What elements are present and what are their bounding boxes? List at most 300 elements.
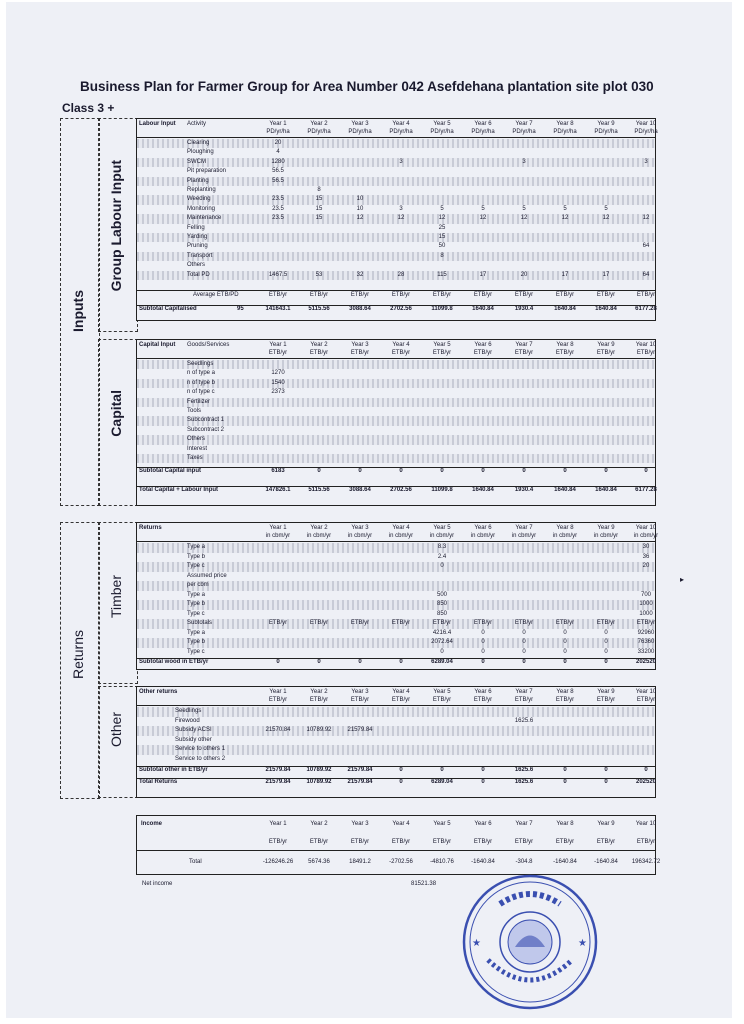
row-value: 115 xyxy=(437,271,447,278)
row-value: 2072.64 xyxy=(431,639,453,645)
unit-header: ETB/yr xyxy=(596,839,616,845)
table-row xyxy=(137,629,655,639)
table-row xyxy=(137,445,655,454)
row-label: Subcontract 1 xyxy=(187,417,225,424)
row-label: Type a xyxy=(187,544,206,550)
unit-header: ETB/yr xyxy=(268,839,288,845)
table-row xyxy=(137,242,655,251)
row-value: 5 xyxy=(522,205,526,212)
total-returns-row-value: 21579.84 xyxy=(265,779,291,785)
row-divider xyxy=(137,778,655,779)
row-label: Clearing xyxy=(187,140,210,146)
year-header: Year 4 xyxy=(392,121,410,127)
row-label: Type c xyxy=(187,610,205,617)
row-value: 500 xyxy=(436,591,447,598)
other-subtotal-row-value: 0 xyxy=(399,767,403,773)
row-value: 850 xyxy=(436,601,447,607)
unit-header: ETB/yr xyxy=(636,350,656,356)
row-value: 56.5 xyxy=(272,177,284,184)
year-header: Year 9 xyxy=(597,689,615,695)
capital-total-row xyxy=(137,486,655,496)
year-header: Year 3 xyxy=(351,821,369,827)
row-label: Subsidy other xyxy=(175,736,212,743)
row-value: 12 xyxy=(561,215,569,222)
income-total-value: 18491.2 xyxy=(349,859,371,865)
unit-header: ETB/yr xyxy=(309,350,329,356)
row-value: 0 xyxy=(481,648,485,655)
year-header: Year 10 xyxy=(635,342,657,348)
year-header: Year 9 xyxy=(597,121,615,127)
row-value: 15 xyxy=(315,215,323,222)
row-label: Type a xyxy=(187,591,206,598)
year-header: Year 6 xyxy=(474,689,492,695)
row-value: 21570.84 xyxy=(265,727,291,733)
capital-subtotal-row-label: Subtotal Capital input xyxy=(139,468,201,474)
row-label: Transport xyxy=(187,252,213,259)
timber-subtotal-row-value: 0 xyxy=(399,659,403,665)
row-value: 76360 xyxy=(637,639,655,645)
row-value: 0 xyxy=(440,563,444,569)
table-row xyxy=(137,233,655,242)
other-subtotal-row-value: 10789.92 xyxy=(306,767,332,773)
unit-header: PD/yr/ha xyxy=(553,129,577,135)
etb-unit: ETB/yr xyxy=(432,292,452,298)
row-value: 36 xyxy=(642,553,650,560)
row-value: 5 xyxy=(481,205,485,212)
year-header: Year 9 xyxy=(597,821,615,827)
row-value: 12 xyxy=(602,215,610,222)
row-value: 1000 xyxy=(639,601,653,607)
capital-subtotal-row-value: 0 xyxy=(317,468,321,474)
row-label: Interest xyxy=(187,445,208,452)
header-divider xyxy=(137,358,655,359)
table-row xyxy=(137,435,655,444)
row-label: Total PD xyxy=(187,271,210,278)
capital-total-row-value: 3088.64 xyxy=(349,487,371,493)
row-value: 15 xyxy=(438,234,446,240)
unit-header: ETB/yr xyxy=(309,839,329,845)
row-value: 23.5 xyxy=(272,205,284,212)
table-row xyxy=(137,717,655,727)
row-value: 15 xyxy=(315,196,323,203)
row-value: 4216.4 xyxy=(432,629,452,636)
unit-header: ETB/yr xyxy=(596,350,616,356)
year-header: Year 4 xyxy=(392,342,410,348)
capital-subtotal-row-value: 0 xyxy=(358,468,362,474)
table-row xyxy=(137,638,655,648)
row-label: Ploughing xyxy=(187,149,214,156)
labour-subtotal-row-label: Subtotal Capitalised xyxy=(139,306,197,312)
other-subtotal-row-value: 0 xyxy=(440,767,444,773)
net-income-label: Net income xyxy=(142,881,173,887)
row-value: 12 xyxy=(479,215,487,222)
table-row xyxy=(137,369,655,378)
table-row xyxy=(137,572,655,582)
average-etb-label: Average ETB/PD xyxy=(193,292,239,298)
table-row xyxy=(137,398,655,407)
unit-header: in cbm/yr xyxy=(429,533,455,539)
row-value: 700 xyxy=(640,591,651,598)
row-value: 3 xyxy=(399,158,403,165)
row-value: ETB/yr xyxy=(350,620,370,626)
year-header: Year 4 xyxy=(392,525,410,531)
unit-header: ETB/yr xyxy=(350,839,370,845)
income-total-value: -4810.76 xyxy=(430,859,454,865)
year-header: Year 7 xyxy=(515,121,533,127)
unit-header: in cbm/yr xyxy=(388,533,414,539)
year-header: Year 7 xyxy=(515,342,533,348)
unit-header: ETB/yr xyxy=(514,697,534,703)
year-header: Year 7 xyxy=(515,525,533,531)
row-value: 0 xyxy=(604,648,608,655)
capital-subtotal-row-value: 0 xyxy=(522,468,526,474)
table-row xyxy=(137,745,655,755)
row-value: 20 xyxy=(520,271,528,278)
etb-unit: ETB/yr xyxy=(596,292,616,298)
row-label: Fertilizer xyxy=(187,398,211,405)
table-row xyxy=(137,543,655,553)
unit-header: ETB/yr xyxy=(391,839,411,845)
total-returns-row-value: 0 xyxy=(563,779,567,785)
timber-subtotal-row-value: 0 xyxy=(522,659,526,665)
unit-header: in cbm/yr xyxy=(593,533,619,539)
row-value: 32 xyxy=(356,271,364,278)
row-value: 12 xyxy=(642,215,650,222)
year-header: Year 8 xyxy=(556,821,574,827)
unit-header: ETB/yr xyxy=(636,839,656,845)
row-label: n of type c xyxy=(187,389,215,396)
row-value: 12 xyxy=(520,215,528,222)
year-header: Year 2 xyxy=(310,689,328,695)
income-total-value: 196342.72 xyxy=(631,859,661,865)
row-value: 5 xyxy=(440,205,444,212)
table-row xyxy=(137,388,655,397)
etb-unit: ETB/yr xyxy=(555,292,575,298)
unit-header: in cbm/yr xyxy=(347,533,373,539)
row-value: 53 xyxy=(315,271,323,278)
table-row xyxy=(137,261,655,270)
labour-subtotal-row-value: 3088.64 xyxy=(349,306,371,312)
unit-header: ETB/yr xyxy=(432,839,452,845)
capital-subtotal-row-value: 0 xyxy=(399,468,403,474)
year-header: Year 6 xyxy=(474,121,492,127)
unit-header: PD/yr/ha xyxy=(430,129,454,135)
unit-header: ETB/yr xyxy=(432,697,452,703)
row-label: Others xyxy=(187,436,206,443)
unit-header: PD/yr/ha xyxy=(348,129,372,135)
row-label: Type a xyxy=(187,629,206,636)
row-value: 0 xyxy=(440,648,444,655)
year-header: Year 10 xyxy=(635,689,657,695)
row-label: Assumed price xyxy=(187,572,227,579)
column-header-label: Goods/Services xyxy=(187,342,230,348)
row-value: 1270 xyxy=(271,370,285,377)
row-label: Subcontract 2 xyxy=(187,426,225,433)
year-header: Year 9 xyxy=(597,525,615,531)
row-value: 5 xyxy=(563,205,567,212)
labour-subtotal-row-value: 2702.56 xyxy=(390,306,412,312)
timber-subtotal-row-value: 0 xyxy=(276,659,280,665)
row-value: 10 xyxy=(356,205,364,212)
row-label: Planting xyxy=(187,177,209,184)
table-row xyxy=(137,360,655,369)
table-row xyxy=(137,600,655,610)
unit-header: ETB/yr xyxy=(268,697,288,703)
unit-header: PD/yr/ha xyxy=(389,129,413,135)
capital-total-row-value: 11099.8 xyxy=(431,487,453,493)
row-divider xyxy=(137,850,655,851)
other-subtotal-row-value: 21579.84 xyxy=(265,767,291,773)
row-value: 0 xyxy=(563,629,567,636)
row-value: 17 xyxy=(561,271,569,278)
labour-subtotal-row-value: 5115.56 xyxy=(308,306,330,312)
table-corner-label: Other returns xyxy=(139,689,178,695)
row-label: Type c xyxy=(187,648,205,655)
table-row xyxy=(137,619,655,629)
table-corner-label: Income xyxy=(141,821,163,827)
row-value: 64 xyxy=(642,243,650,250)
labour-subtotal-row-value: 6177.28 xyxy=(635,306,657,312)
year-header: Year 10 xyxy=(635,821,657,827)
unit-header: in cbm/yr xyxy=(306,533,332,539)
row-value: 4 xyxy=(276,149,280,156)
row-divider xyxy=(137,467,655,468)
row-value: 1625.6 xyxy=(514,717,534,724)
year-header: Year 8 xyxy=(556,525,574,531)
capital-side-label: Capital xyxy=(108,390,124,437)
returns-side-label: Returns xyxy=(70,630,86,680)
inputs-side-label: Inputs xyxy=(70,290,86,332)
income-total-row xyxy=(137,858,661,868)
other-subtotal-row-value: 21579.84 xyxy=(347,767,373,773)
unit-header: ETB/yr xyxy=(636,697,656,703)
row-label: Tools xyxy=(187,408,202,414)
year-header: Year 4 xyxy=(392,821,410,827)
total-returns-row-value: 0 xyxy=(399,779,403,785)
other-subtotal-row-value: 0 xyxy=(481,767,485,773)
unit-header: ETB/yr xyxy=(514,839,534,845)
income-table xyxy=(136,815,661,875)
total-returns-row-value: 21579.84 xyxy=(347,779,373,785)
income-total-value: -1640.84 xyxy=(594,859,618,865)
row-label: Felling xyxy=(187,224,205,231)
row-value: 92960 xyxy=(637,629,655,636)
row-value: 1540 xyxy=(271,379,285,386)
year-header: Year 2 xyxy=(310,342,328,348)
unit-header: PD/yr/ha xyxy=(307,129,331,135)
row-value: 28 xyxy=(397,271,405,278)
year-header: Year 6 xyxy=(474,342,492,348)
other-subtotal-row xyxy=(137,766,655,776)
row-value: ETB/yr xyxy=(596,620,616,626)
row-label: Pit preparation xyxy=(187,168,227,175)
row-value: 20 xyxy=(274,140,282,146)
table-row xyxy=(137,139,655,148)
row-value: 8 xyxy=(317,187,321,193)
total-returns-row-value: 0 xyxy=(604,779,608,785)
row-divider xyxy=(137,290,655,291)
year-header: Year 5 xyxy=(433,689,451,695)
etb-unit: ETB/yr xyxy=(391,292,411,298)
row-value: 0 xyxy=(522,639,526,645)
row-value: 850 xyxy=(436,610,447,617)
row-value: ETB/yr xyxy=(514,620,534,626)
unit-header: PD/yr/ha xyxy=(594,129,618,135)
row-value: 3 xyxy=(522,158,526,165)
row-label: SWCM xyxy=(187,158,206,165)
unit-header: ETB/yr xyxy=(473,839,493,845)
row-value: 15 xyxy=(315,205,323,212)
row-label: n of type a xyxy=(187,370,216,377)
capital-total-row-value: 1640.84 xyxy=(472,487,494,493)
unit-header: in cbm/yr xyxy=(552,533,578,539)
table-row xyxy=(137,158,655,167)
row-label: n of type b xyxy=(187,379,216,386)
unit-header: ETB/yr xyxy=(473,697,493,703)
row-value: 0 xyxy=(563,648,567,655)
row-value: 0 xyxy=(481,639,485,645)
row-label: Type b xyxy=(187,601,206,607)
row-label: Pruning xyxy=(187,243,208,250)
unit-header: PD/yr/ha xyxy=(471,129,495,135)
row-divider xyxy=(137,766,655,767)
row-value: 12 xyxy=(438,215,446,222)
income-total-value: -1640.84 xyxy=(553,859,577,865)
row-value: 3 xyxy=(399,205,403,212)
capital-total-row-value: 1930.4 xyxy=(514,487,534,493)
table-row xyxy=(137,195,655,204)
row-value: ETB/yr xyxy=(391,620,411,626)
labour-subtotal-row-value: 1640.84 xyxy=(472,306,494,312)
row-value: 5 xyxy=(604,205,608,212)
unit-header: ETB/yr xyxy=(268,350,288,356)
row-label: Yarding xyxy=(187,234,208,240)
row-label: Monitoring xyxy=(187,205,216,212)
row-value: 50 xyxy=(438,243,446,250)
unit-header: PD/yr/ha xyxy=(634,129,658,135)
other-subtotal-row-label: Subtotal other in ETB/yr xyxy=(139,767,208,773)
table-row xyxy=(137,177,655,186)
row-label: Firewood xyxy=(175,717,200,724)
row-label: per cbm xyxy=(187,582,209,588)
total-returns-row-value: 0 xyxy=(481,779,485,785)
other-subtotal-row-value: 1625.6 xyxy=(514,767,534,773)
income-total-value: 5674.36 xyxy=(308,859,330,865)
unit-header: in cbm/yr xyxy=(511,533,537,539)
row-value: 21579.84 xyxy=(347,727,373,733)
year-header: Year 3 xyxy=(351,689,369,695)
capital-subtotal-row-value: 0 xyxy=(644,468,648,474)
capital-total-row-value: 1640.84 xyxy=(554,487,576,493)
income-total-value: -1640.84 xyxy=(471,859,495,865)
table-row xyxy=(137,186,655,195)
year-header: Year 1 xyxy=(269,121,287,127)
etb-unit: ETB/yr xyxy=(268,292,288,298)
unit-header: ETB/yr xyxy=(309,697,329,703)
row-value: 23.5 xyxy=(272,196,284,203)
table-row xyxy=(137,214,655,223)
labour-subtotal-row-value: 1930.4 xyxy=(514,306,534,312)
year-header: Year 10 xyxy=(635,121,657,127)
year-header: Year 2 xyxy=(310,121,328,127)
row-value: 17 xyxy=(479,271,487,278)
row-value: ETB/yr xyxy=(268,620,288,626)
other-subtotal-row-value: 0 xyxy=(563,767,567,773)
capital-total-row-value: 6177.28 xyxy=(635,487,657,493)
capital-total-row-value: 5115.56 xyxy=(308,487,330,493)
table-row xyxy=(137,205,655,214)
table-row xyxy=(137,553,655,563)
table-corner-label: Capital Input xyxy=(139,342,176,348)
labour-input-table xyxy=(136,118,656,321)
total-returns-row-label: Total Returns xyxy=(139,779,178,785)
capital-subtotal-row-value: 0 xyxy=(440,468,444,474)
year-header: Year 1 xyxy=(269,525,287,531)
table-row xyxy=(137,252,655,261)
page-title: Business Plan for Farmer Group for Area Number 042 Asefdehana plantation site plot 030 xyxy=(80,79,654,94)
row-label: Subsidy ACSI xyxy=(175,727,212,733)
income-total-label: Total xyxy=(189,859,202,865)
row-value: 2373 xyxy=(271,389,285,396)
capital-total-row-label: Total Capital + Labour Input xyxy=(139,487,219,493)
year-header: Year 2 xyxy=(310,821,328,827)
capital-total-row-value: 2702.56 xyxy=(390,487,412,493)
capital-total-row-value: 1640.84 xyxy=(595,487,617,493)
year-header: Year 9 xyxy=(597,342,615,348)
row-value: 17 xyxy=(602,271,610,278)
table-row xyxy=(137,407,655,416)
labour-side-label: Group Labour Input xyxy=(108,160,124,292)
etb-unit: ETB/yr xyxy=(473,292,493,298)
unit-header: ETB/yr xyxy=(555,839,575,845)
etb-unit: ETB/yr xyxy=(350,292,370,298)
row-value: 2.4 xyxy=(437,553,447,560)
row-value: 30 xyxy=(642,544,650,550)
header-divider xyxy=(137,137,655,138)
svg-text:★: ★ xyxy=(578,938,587,949)
row-value: 1280 xyxy=(271,158,285,165)
year-header: Year 5 xyxy=(433,121,451,127)
table-row xyxy=(137,167,655,176)
year-header: Year 5 xyxy=(433,342,451,348)
timber-subtotal-row-value: 0 xyxy=(563,659,567,665)
timber-subtotal-row-value: 6289.04 xyxy=(431,659,453,665)
row-value: 0 xyxy=(522,629,526,636)
row-label: Service to others 1 xyxy=(175,746,226,752)
income-total-value: -304.8 xyxy=(515,859,533,865)
table-row xyxy=(137,726,655,736)
etb-unit: ETB/yr xyxy=(309,292,329,298)
year-header: Year 4 xyxy=(392,689,410,695)
row-value: 0 xyxy=(481,629,485,636)
year-header: Year 10 xyxy=(635,525,657,531)
row-value: ETB/yr xyxy=(636,620,656,626)
unit-header: ETB/yr xyxy=(432,350,452,356)
average-etb-row xyxy=(137,291,655,301)
income-total-value: -126246.26 xyxy=(262,859,294,865)
timber-subtotal-row-value: 0 xyxy=(481,659,485,665)
year-header: Year 1 xyxy=(269,342,287,348)
row-value: 0 xyxy=(604,629,608,636)
year-header: Year 6 xyxy=(474,525,492,531)
timber-subtotal-row-value: 0 xyxy=(358,659,362,665)
row-label: Seedlings xyxy=(187,361,214,367)
unit-header: in cbm/yr xyxy=(633,533,659,539)
row-value: 56.5 xyxy=(272,168,284,175)
unit-header: PD/yr/ha xyxy=(266,129,290,135)
table-row xyxy=(137,379,655,388)
row-value: ETB/yr xyxy=(473,620,493,626)
